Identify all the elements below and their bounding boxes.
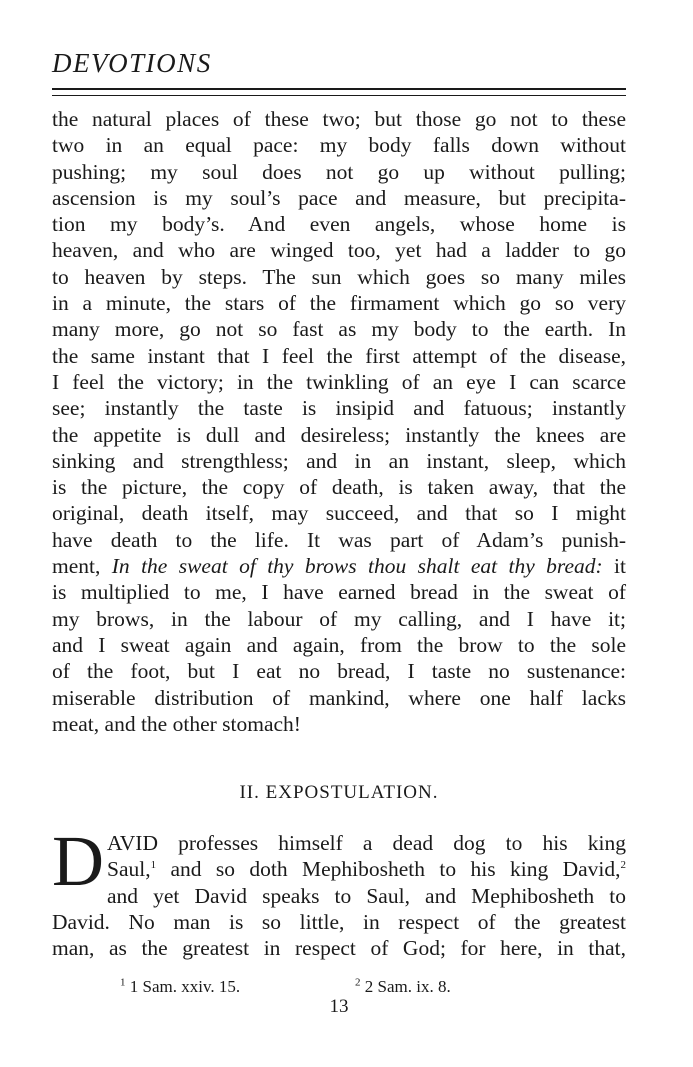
text-line: is multiplied to me, I have earned bread in the sweat of [52, 580, 626, 605]
line-part: Saul, [107, 857, 151, 882]
text-line: the same instant that I feel the first attempt of the disease, [52, 343, 626, 368]
header-rule-thin [52, 95, 626, 96]
text-line: in a minute, the stars of the firmament which go so very [52, 291, 626, 316]
text-line: and I sweat again and again, from the brow to the sole [52, 632, 626, 657]
footnote-marker: 1 [120, 976, 126, 989]
footnote-text: 1 Sam. xxiv. 15. [125, 977, 241, 996]
footnote [120, 977, 240, 997]
text-line: I feel the victory; in the twinkling of an eye I can scarce [52, 369, 626, 394]
text-line: meat, and the other stomach! [52, 711, 301, 736]
line-start: ment, [52, 554, 112, 579]
section-heading: II. EXPOSTULATION. [239, 782, 439, 803]
text-line-with-refs [107, 856, 626, 882]
text-line: the natural places of these two; but those go not to these [52, 107, 626, 131]
text-line-with-quotation [52, 553, 626, 579]
text-line: of the foot, but I eat no bread, I taste no sustenance: [52, 659, 626, 684]
text-line: is the picture, the copy of death, is taken away, that the [52, 475, 626, 500]
text-line: have death to the life. It was part of Adam’s punish- [52, 527, 626, 552]
footnote-text: 2 Sam. ix. 8. [360, 977, 451, 996]
scripture-quotation: In the sweat of thy brows thou shalt eat thy bread: [111, 554, 603, 579]
line-part: and so doth Mephibosheth to his king David, [156, 857, 621, 882]
text-line: to heaven by steps. The sun which goes so many miles [52, 264, 626, 289]
header-rule-thick [52, 88, 626, 90]
text-line: miserable distribution of mankind, where one half lacks [52, 685, 626, 710]
text-line: AVID professes himself a dead dog to his king [107, 831, 626, 855]
line-end: it [602, 554, 626, 579]
text-line: and yet David speaks to Saul, and Mephibosheth to [107, 883, 626, 908]
running-head: DEVOTIONS [52, 48, 212, 78]
text-line: two in an equal pace: my body falls down without [52, 133, 626, 158]
drop-cap: D [52, 821, 104, 901]
text-line: sinking and strengthless; and in an instant, sleep, which [52, 448, 626, 473]
footnote-ref: 1 [150, 859, 157, 872]
text-line: my brows, in the labour of my calling, and I have it; [52, 606, 626, 631]
text-line: heaven, and who are winged too, yet had a ladder to go [52, 238, 626, 263]
footnote-ref: 2 [620, 859, 626, 872]
expostulation-passage [52, 821, 626, 961]
text-line: tion my body’s. And even angels, whose home is [52, 212, 626, 237]
footnote-marker: 2 [355, 976, 361, 989]
footnote [355, 977, 451, 997]
text-line: ascension is my soul’s pace and measure, but precipita- [52, 185, 626, 210]
text-line: man, as the greatest in respect of God; for here, in that, [52, 936, 626, 961]
text-line: the appetite is dull and desireless; instantly the knees are [52, 422, 626, 447]
text-line: original, death itself, may succeed, and that so I might [52, 501, 626, 526]
meditation-passage [52, 106, 626, 737]
text-line: see; instantly the taste is insipid and fatuous; instantly [52, 396, 626, 421]
text-line: pushing; my soul does not go up without pulling; [52, 159, 626, 184]
page-number: 13 [329, 996, 349, 1017]
text-line: many more, go not so fast as my body to the earth. In [52, 317, 626, 342]
text-line: David. No man is so little, in respect of the greatest [52, 909, 626, 934]
